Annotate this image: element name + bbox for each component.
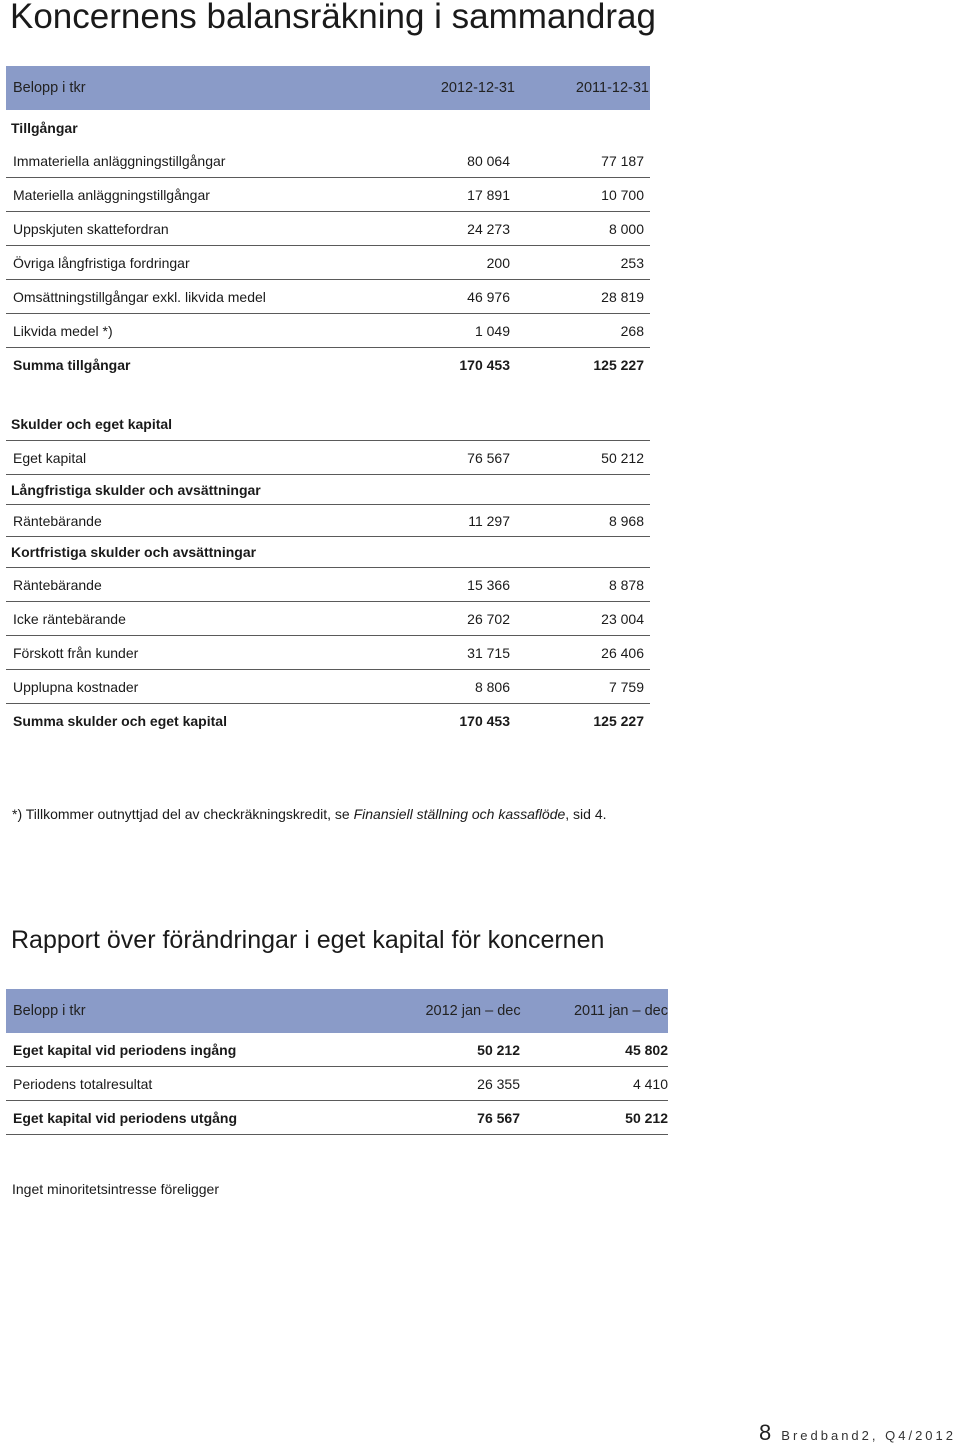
row-label: Eget kapital xyxy=(13,449,87,466)
header-col-2011: 2011-12-31 xyxy=(575,80,649,96)
table-row xyxy=(6,1033,668,1067)
row-label: Förskott från kunder xyxy=(13,644,139,661)
minority-note: Inget minoritetsintresse föreligger xyxy=(12,1181,219,1197)
header-col-2012: 2012 jan – dec xyxy=(425,1003,521,1019)
value-2012: 46 976 xyxy=(467,288,510,305)
equity-row xyxy=(6,441,650,475)
row-label: Eget kapital vid periodens ingång xyxy=(13,1041,237,1058)
table-row xyxy=(6,280,650,314)
value-2011: 50 212 xyxy=(601,449,644,466)
row-label: Övriga långfristiga fordringar xyxy=(13,254,190,271)
value-2012: 17 891 xyxy=(467,186,510,203)
row-label: Upplupna kostnader xyxy=(13,678,139,695)
row-label: Räntebärande xyxy=(13,576,102,593)
value-2011: 4 410 xyxy=(632,1075,668,1092)
liabilities-heading: Skulder och eget kapital xyxy=(11,415,173,432)
table-row xyxy=(6,568,650,602)
table-row xyxy=(6,246,650,280)
row-label: Periodens totalresultat xyxy=(13,1075,153,1092)
row-label: Omsättningstillgångar exkl. likvida medel xyxy=(13,288,266,305)
table-row xyxy=(6,505,650,537)
balance-title: Koncernens balansräkning i sammandrag xyxy=(10,0,656,36)
value-2012: 170 453 xyxy=(459,357,510,373)
footer-text: Bredband2, Q4/2012 xyxy=(781,1428,956,1443)
value-2011: 50 212 xyxy=(625,1109,668,1126)
row-label: Likvida medel *) xyxy=(13,322,113,339)
value-2011: 77 187 xyxy=(601,152,644,169)
table-row xyxy=(6,670,650,704)
table-row xyxy=(6,602,650,636)
value-2012: 26 702 xyxy=(467,610,510,627)
balance-table-header xyxy=(6,66,650,110)
long-term-heading: Långfristiga skulder och avsättningar xyxy=(11,481,261,498)
value-2012: 76 567 xyxy=(467,449,510,466)
short-term-rows xyxy=(6,568,650,704)
equity-table-header xyxy=(6,989,668,1033)
header-label: Belopp i tkr xyxy=(13,1003,86,1019)
value-2012: 11 297 xyxy=(468,512,510,529)
header-col-2012: 2012-12-31 xyxy=(440,80,515,96)
footnote-prefix: *) Tillkommer outnyttjad del av checkräkningskredit, se xyxy=(12,806,354,822)
table-row xyxy=(6,1067,668,1101)
assets-heading-row xyxy=(6,110,650,144)
assets-total-row xyxy=(6,348,650,382)
liabilities-heading-row xyxy=(6,407,650,441)
equity-table xyxy=(6,989,668,1135)
value-2011: 8 000 xyxy=(608,220,644,237)
assets-rows xyxy=(6,144,650,348)
row-label: Immateriella anläggningstillgångar xyxy=(13,152,226,169)
value-2012: 26 355 xyxy=(477,1075,520,1092)
value-2011: 8 968 xyxy=(608,512,644,529)
footnote-reference: Finansiell ställning och kassaflöde xyxy=(353,806,566,822)
footnote xyxy=(12,806,607,822)
value-2011: 7 759 xyxy=(608,678,644,695)
value-2011: 45 802 xyxy=(625,1041,668,1058)
value-2011: 125 227 xyxy=(593,713,644,729)
value-2012: 80 064 xyxy=(467,152,510,169)
row-label: Uppskjuten skattefordran xyxy=(13,220,169,237)
row-label: Räntebärande xyxy=(13,512,102,529)
table-row xyxy=(6,636,650,670)
page-number: 8 xyxy=(759,1420,772,1445)
table-row xyxy=(6,314,650,348)
value-2012: 76 567 xyxy=(477,1109,520,1126)
table-row xyxy=(6,1101,668,1135)
row-label: Icke räntebärande xyxy=(13,610,126,627)
value-2012: 8 806 xyxy=(474,678,510,695)
liabilities-total-row xyxy=(6,704,650,738)
footnote-suffix: , sid 4. xyxy=(565,806,607,822)
assets-heading: Tillgångar xyxy=(11,120,78,136)
value-2012: 24 273 xyxy=(467,220,510,237)
row-label: Materiella anläggningstillgångar xyxy=(13,186,210,203)
value-2012: 50 212 xyxy=(477,1041,520,1058)
table-row xyxy=(6,178,650,212)
value-2011: 26 406 xyxy=(601,644,644,661)
value-2012: 15 366 xyxy=(467,576,510,593)
value-2011: 8 878 xyxy=(608,576,644,593)
row-label: Summa skulder och eget kapital xyxy=(13,713,227,729)
short-term-heading-row xyxy=(6,537,650,568)
value-2012: 200 xyxy=(486,254,510,271)
value-2011: 10 700 xyxy=(601,186,644,203)
row-label: Summa tillgångar xyxy=(13,357,131,373)
value-2011: 253 xyxy=(620,254,644,271)
table-row xyxy=(6,144,650,178)
value-2011: 28 819 xyxy=(601,288,644,305)
header-col-2011: 2011 jan – dec xyxy=(573,1003,668,1019)
value-2011: 268 xyxy=(620,322,644,339)
value-2012: 170 453 xyxy=(459,713,510,729)
value-2011: 125 227 xyxy=(593,357,644,373)
header-label: Belopp i tkr xyxy=(13,80,86,96)
value-2011: 23 004 xyxy=(601,610,644,627)
table-row xyxy=(6,212,650,246)
long-term-heading-row xyxy=(6,475,650,505)
balance-table xyxy=(6,66,650,738)
page-footer xyxy=(759,1420,956,1446)
value-2012: 1 049 xyxy=(474,322,510,339)
equity-report-title: Rapport över förändringar i eget kapital för koncernen xyxy=(11,926,605,954)
short-term-heading: Kortfristiga skulder och avsättningar xyxy=(11,544,257,560)
row-label: Eget kapital vid periodens utgång xyxy=(13,1109,238,1126)
value-2012: 31 715 xyxy=(467,644,510,661)
